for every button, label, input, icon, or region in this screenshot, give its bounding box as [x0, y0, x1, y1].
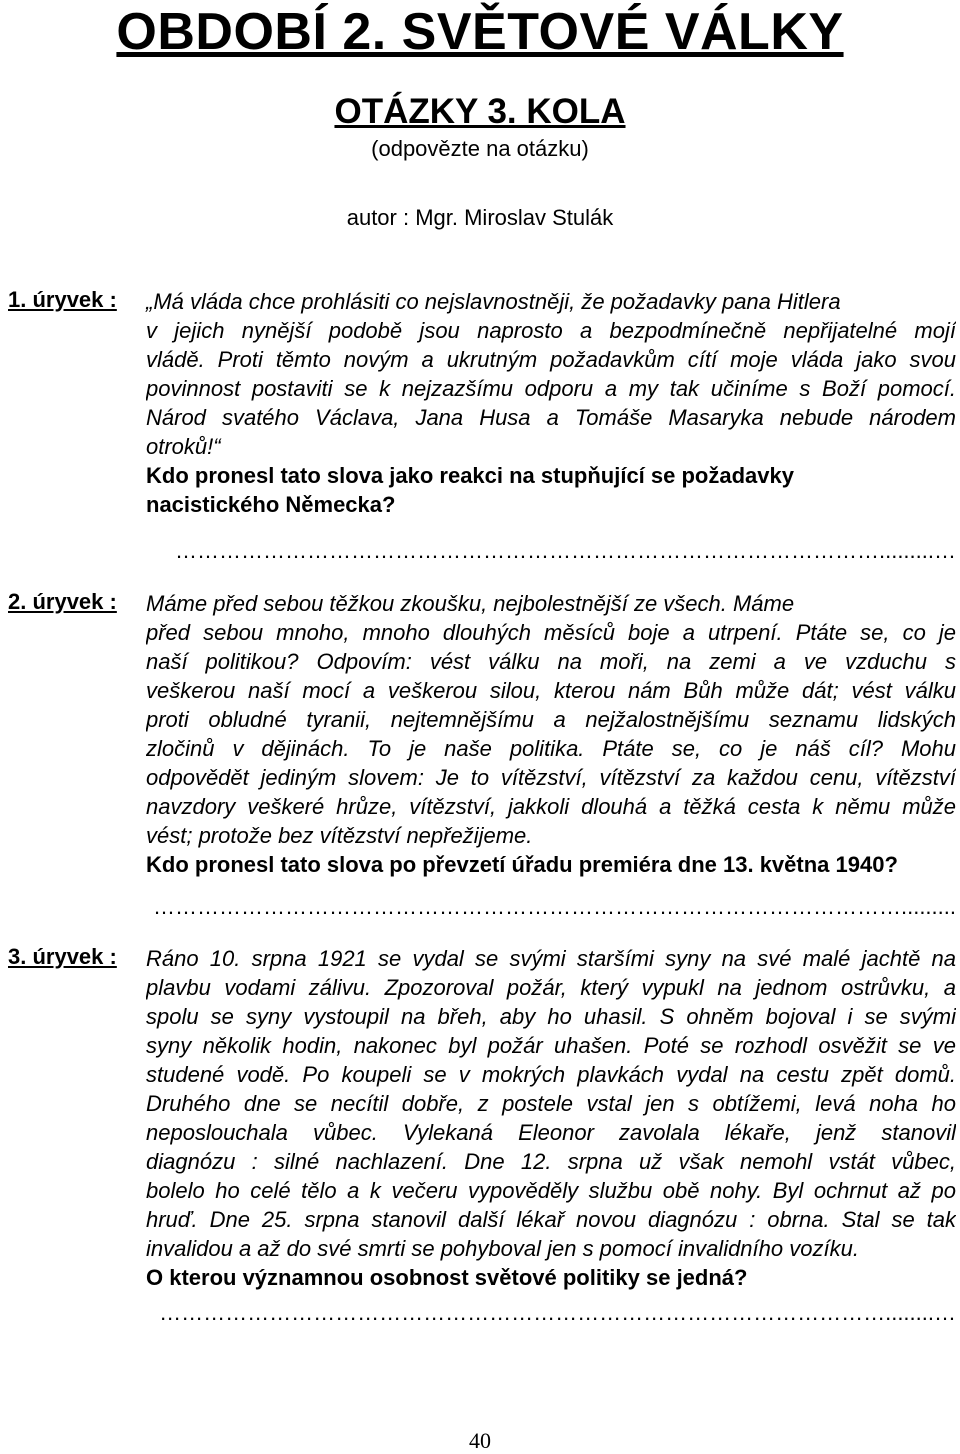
- instruction-text: (odpovězte na otázku): [371, 136, 589, 161]
- excerpt-2-text: [146, 589, 956, 879]
- excerpt-line: diagnózu : silné nachlazení. Dne 12. srpna už však nemohl vstát vůbec,: [146, 1149, 956, 1174]
- excerpt-line: vládě. Proti těmto novým a ukrutným požadavkům cítí moje vláda jako svou: [146, 347, 956, 372]
- excerpt-line: navzdory veškeré hrůze, vítězství, jakkoli dlouhá a těžká cesta k němu může: [146, 794, 956, 819]
- excerpt-line: neposlouchala vůbec. Vylekaná Eleonor zavolala lékaře, jenž stanovil: [146, 1120, 956, 1145]
- excerpt-1-label: 1. úryvek :: [8, 287, 117, 312]
- answer-field-3[interactable]: ………………………………………………………………………………………........…: [159, 1300, 956, 1325]
- excerpt-line: naší politikou? Odpovím: vést válku na moři, na zemi a ve vzduchu s: [146, 649, 956, 674]
- excerpt-line: Máme před sebou těžkou zkoušku, nejbolestnější ze všech. Máme: [146, 591, 795, 616]
- excerpt-line: odpovědět jediným slovem: Je to vítězství, vítězství za každou cenu, vítězství: [146, 765, 956, 790]
- excerpt-line: Ráno 10. srpna 1921 se vydal se svými staršími syny na své malé jachtě na: [146, 946, 956, 971]
- question-line: nacistického Německa?: [146, 492, 396, 517]
- excerpt-line: hruď. Dne 25. srpna stanovil další lékař novou diagnózu : obrna. Stal se tak: [146, 1207, 956, 1232]
- page-title: OBDOBÍ 2. SVĚTOVÉ VÁLKY: [116, 3, 844, 61]
- answer-field-1[interactable]: …………………………………………………………………………………….........…: [174, 538, 956, 563]
- excerpt-line: veškerou naší mocí a veškerou silou, kterou nám Bůh může dát; vést válku: [146, 678, 956, 703]
- question-line: Kdo pronesl tato slova jako reakci na stupňující se požadavky: [146, 463, 794, 488]
- answer-field-2[interactable]: ………………………………………………………………………………………….........: [152, 894, 956, 919]
- excerpt-line: vést; protože bez vítězství nepřežijeme.: [146, 823, 533, 848]
- excerpt-line: zločinů v dějinách. To je naše politika. Ptáte se, co je náš cíl? Mohu: [146, 736, 956, 761]
- excerpt-line: studené vodě. Po koupeli se v mokrých plavkách vydal na cestu zpět domů.: [146, 1062, 956, 1087]
- excerpt-line: bolelo ho celé tělo a k večeru vypověděly službu obě nohy. Byl ochrnut až po: [146, 1178, 956, 1203]
- excerpt-3-text: [146, 944, 956, 1292]
- excerpt-line: spolu se syny vystoupil na břeh, aby ho uhasil. S ohněm bojoval i se svými: [146, 1004, 956, 1029]
- section-title: OTÁZKY 3. KOLA: [334, 92, 626, 131]
- excerpt-line: Národ svatého Václava, Jana Husa a Tomáše Masaryka nebude národem: [146, 405, 956, 430]
- author-line: autor : Mgr. Miroslav Stulák: [346, 205, 614, 230]
- page-number: 40: [469, 1428, 491, 1453]
- excerpt-line: proti obludné tyranii, nejtemnějšímu a nejžalostnějšímu seznamu lidských: [146, 707, 956, 732]
- excerpt-line: syny několik hodin, nakonec byl požár uhašen. Poté se rozhodl osvěžit se ve: [146, 1033, 956, 1058]
- excerpt-line: povinnost postaviti se k nejzazšímu odporu a my tak učiníme s Boží pomocí.: [146, 376, 956, 401]
- excerpt-line: otroků!“: [146, 434, 221, 459]
- excerpt-line: invalidou a až do své smrti se pohyboval jen s pomocí invalidního vozíku.: [146, 1236, 859, 1261]
- excerpt-3-label: 3. úryvek :: [8, 944, 117, 969]
- excerpt-line: „Má vláda chce prohlásiti co nejslavnostněji, že požadavky pana Hitlera: [146, 289, 841, 314]
- question-line: O kterou významnou osobnost světové politiky se jedná?: [146, 1265, 748, 1290]
- excerpt-1-text: [146, 287, 956, 519]
- excerpt-line: Druhého dne se necítil dobře, z postele vstal jen s obtížemi, levá noha ho: [146, 1091, 956, 1116]
- excerpt-line: před sebou mnoho, mnoho dlouhých měsíců boje a utrpení. Ptáte se, co je: [146, 620, 956, 645]
- question-line: Kdo pronesl tato slova po převzetí úřadu premiéra dne 13. května 1940?: [146, 852, 898, 877]
- excerpt-2-label: 2. úryvek :: [8, 589, 117, 614]
- excerpt-line: plavbu vodami zálivu. Zpozoroval požár, který vypukl na jednom ostrůvku, a: [146, 975, 956, 1000]
- excerpt-line: v jejich nynější podobě jsou naprosto a bezpodmínečně nepřijatelné mojí: [146, 318, 956, 343]
